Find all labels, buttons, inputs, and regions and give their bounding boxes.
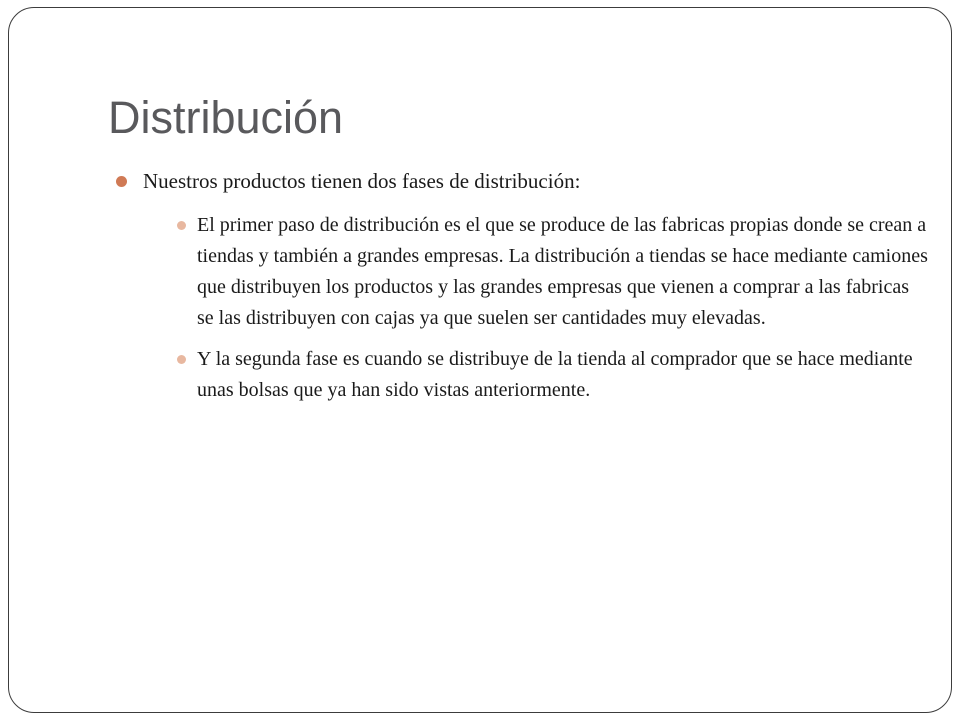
sub-bullet-dot-icon xyxy=(177,221,186,230)
sub-bullet-item-first-step xyxy=(197,210,928,334)
bullet-dot-icon xyxy=(116,176,127,187)
sub-bullet-text: Y la segunda fase es cuando se distribuye de la tienda al comprador que se hace mediante unas bolsas que ya han sido vistas anteriormente. xyxy=(197,348,913,401)
slide-title: Distribución xyxy=(108,92,344,143)
slide-content xyxy=(108,166,928,406)
sub-bullet-item-second-phase xyxy=(197,344,928,406)
sub-bullet-dot-icon xyxy=(177,355,186,364)
bullet-text: Nuestros productos tienen dos fases de distribución: xyxy=(143,169,581,193)
bullet-item-level1 xyxy=(108,166,928,196)
sub-bullet-text: El primer paso de distribución es el que se produce de las fabricas propias donde se crean a tiendas y también a grandes empresas. La distribución a tiendas se hace mediante camiones que distribuyen los productos y las grandes empresas que vienen a comprar a las fabricas se las distribuyen con cajas ya que suelen ser cantidades muy elevadas. xyxy=(197,214,928,329)
slide-frame xyxy=(8,7,952,713)
